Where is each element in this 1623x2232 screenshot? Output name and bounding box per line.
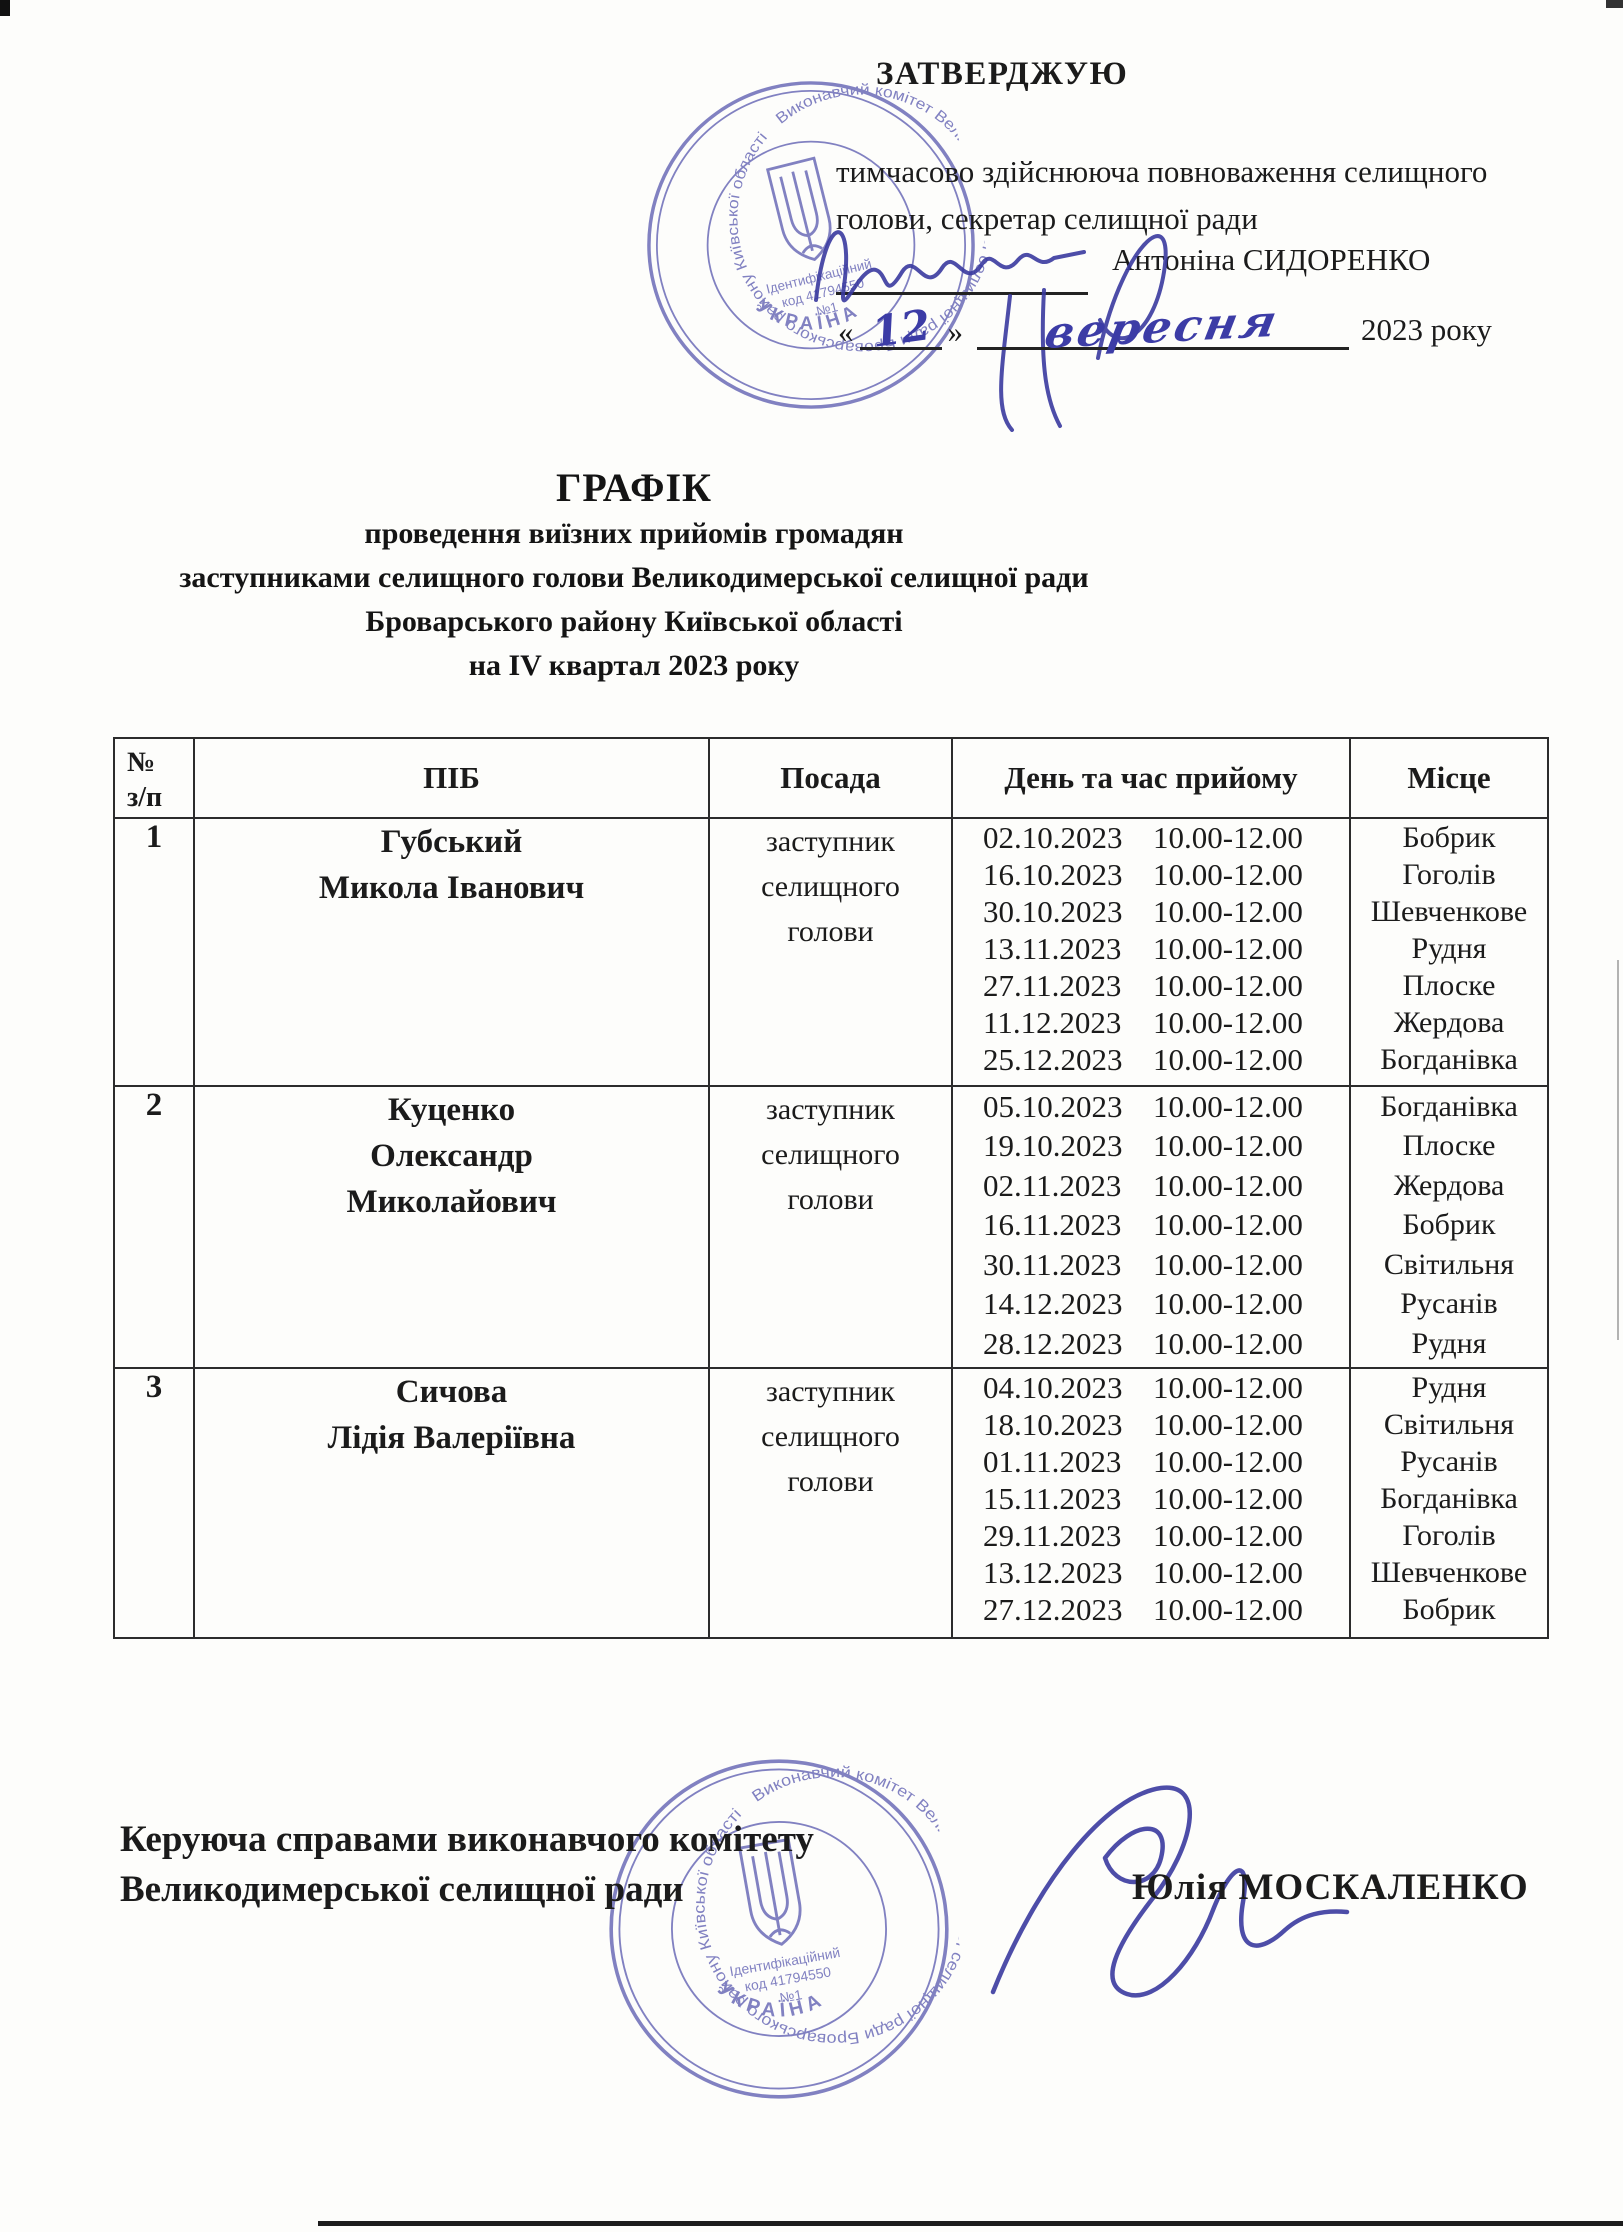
visit-date: 15.11.2023 bbox=[983, 1480, 1122, 1516]
deputy-name-line: Куценко bbox=[387, 1092, 516, 1128]
schedule-cell bbox=[952, 818, 1350, 1086]
visit-date: 16.10.2023 bbox=[983, 856, 1123, 892]
visit-date: 02.10.2023 bbox=[983, 819, 1123, 855]
approval-signer-name: Антоніна СИДОРЕНКО bbox=[1112, 242, 1431, 277]
visit-time: 10.00-12.00 bbox=[1153, 819, 1303, 855]
visit-time: 10.00-12.00 bbox=[1153, 1480, 1303, 1516]
position-line: заступник bbox=[766, 1093, 895, 1126]
visit-time: 10.00-12.00 bbox=[1153, 967, 1303, 1003]
title-line-3: заступниками селищного голови Великодимерської селищної ради bbox=[179, 561, 1089, 594]
schedule-entry bbox=[953, 1041, 1349, 1078]
visit-date: 27.12.2023 bbox=[983, 1591, 1123, 1627]
schedule-entry bbox=[953, 893, 1349, 930]
position-line: голови bbox=[787, 1465, 874, 1498]
title-line-2: проведення виїзних прийомів громадян bbox=[364, 517, 904, 550]
visit-time: 10.00-12.00 bbox=[1153, 930, 1303, 966]
position-line: селищного bbox=[761, 1420, 900, 1453]
schedule-entry bbox=[953, 1591, 1349, 1628]
place-line: Шевченкове bbox=[1370, 894, 1528, 928]
header-number-line2: з/п bbox=[127, 782, 163, 813]
handwritten-day: 12 bbox=[868, 300, 934, 357]
deputy-position-cell bbox=[709, 1368, 952, 1638]
place-line: Шевченкове bbox=[1370, 1555, 1528, 1589]
approval-year: 2023 року bbox=[1361, 312, 1492, 347]
place-line: Світильня bbox=[1383, 1247, 1515, 1281]
visit-time: 10.00-12.00 bbox=[1153, 1369, 1303, 1405]
places-cell bbox=[1350, 1086, 1548, 1368]
official-round-stamp-bottom bbox=[576, 1726, 981, 2131]
schedule-entry bbox=[953, 1480, 1349, 1517]
visit-time: 10.00-12.00 bbox=[1153, 1128, 1303, 1164]
place-line: Богданівка bbox=[1380, 1089, 1518, 1123]
deputy-name-line: Миколайович bbox=[346, 1184, 557, 1220]
schedule-entry bbox=[953, 1245, 1349, 1285]
deputy-position-cell bbox=[709, 1086, 952, 1368]
position-line: голови bbox=[787, 1183, 874, 1216]
visit-date: 29.11.2023 bbox=[983, 1517, 1122, 1553]
schedule-entry bbox=[953, 1324, 1349, 1364]
deputy-name-line: Сичова bbox=[395, 1374, 508, 1410]
place-line: Русанів bbox=[1400, 1287, 1498, 1321]
scan-artifact-right-edge bbox=[1617, 960, 1619, 1340]
schedule-cell bbox=[952, 1086, 1350, 1368]
schedule-entry bbox=[953, 1127, 1349, 1167]
footer-position-line1: Керуюча справами виконавчого комітету bbox=[120, 1819, 814, 1860]
visit-date: 25.12.2023 bbox=[983, 1041, 1123, 1077]
visit-time: 10.00-12.00 bbox=[1153, 1004, 1303, 1040]
visit-time: 10.00-12.00 bbox=[1153, 1207, 1303, 1243]
deputy-name-line: Губський bbox=[380, 824, 523, 860]
visit-time: 10.00-12.00 bbox=[1153, 1517, 1303, 1553]
visit-date: 18.10.2023 bbox=[983, 1406, 1123, 1442]
visit-date: 30.11.2023 bbox=[983, 1246, 1122, 1282]
approval-date-line bbox=[838, 295, 1492, 359]
document-title-block bbox=[0, 464, 1268, 688]
scan-artifact-top-left bbox=[0, 0, 10, 16]
scan-artifact-top-right bbox=[1606, 0, 1623, 8]
schedule-entry bbox=[953, 1087, 1349, 1127]
place-line: Плоске bbox=[1402, 1129, 1496, 1163]
approval-heading: ЗАТВЕРДЖУЮ bbox=[876, 56, 1129, 92]
schedule-entry bbox=[953, 856, 1349, 893]
place-line: Рудня bbox=[1411, 931, 1487, 965]
schedule-entry bbox=[953, 1285, 1349, 1325]
place-line: Богданівка bbox=[1380, 1481, 1518, 1515]
visit-time: 10.00-12.00 bbox=[1153, 1554, 1303, 1590]
stamp-graphic bbox=[585, 1729, 982, 2123]
day-underline-segment bbox=[860, 298, 942, 357]
row-number: 1 bbox=[114, 818, 194, 1086]
schedule-entry bbox=[953, 1206, 1349, 1246]
visit-date: 28.12.2023 bbox=[983, 1325, 1123, 1361]
visit-time: 10.00-12.00 bbox=[1153, 1246, 1303, 1282]
footer-position-line2: Великодимерської селищної ради bbox=[120, 1869, 684, 1910]
visit-time: 10.00-12.00 bbox=[1153, 1041, 1303, 1077]
visit-date: 14.12.2023 bbox=[983, 1286, 1123, 1322]
approval-position-line2: голови, секретар селищної ради bbox=[836, 201, 1258, 236]
deputy-name-cell bbox=[194, 818, 709, 1086]
place-line: Рудня bbox=[1411, 1370, 1487, 1404]
header-place: Місце bbox=[1350, 738, 1548, 818]
deputy-name-cell bbox=[194, 1368, 709, 1638]
visit-time: 10.00-12.00 bbox=[1153, 1406, 1303, 1442]
position-line: заступник bbox=[766, 1375, 895, 1408]
schedule-entry bbox=[953, 1443, 1349, 1480]
title-line-4: Броварського району Київської області bbox=[365, 605, 903, 638]
visit-date: 05.10.2023 bbox=[983, 1088, 1123, 1124]
schedule-entry bbox=[953, 1517, 1349, 1554]
deputy-name-line: Лідія Валеріївна bbox=[327, 1420, 576, 1456]
deputy-name-line: Микола Іванович bbox=[318, 870, 585, 906]
schedule-entry bbox=[953, 1166, 1349, 1206]
schedule-entry bbox=[953, 930, 1349, 967]
close-quote: » bbox=[947, 314, 963, 349]
visit-date: 04.10.2023 bbox=[983, 1369, 1123, 1405]
visit-time: 10.00-12.00 bbox=[1153, 1167, 1303, 1203]
deputy-name-line: Олександр bbox=[370, 1138, 533, 1174]
place-line: Богданівка bbox=[1380, 1042, 1518, 1076]
position-line: голови bbox=[787, 915, 874, 948]
scan-artifact-bottom-line bbox=[318, 2221, 1623, 2226]
visit-date: 11.12.2023 bbox=[983, 1004, 1122, 1040]
table-header-row bbox=[114, 738, 1548, 818]
row-number: 3 bbox=[114, 1368, 194, 1638]
month-underline-segment bbox=[977, 295, 1349, 359]
row-number: 2 bbox=[114, 1086, 194, 1368]
places-cell bbox=[1350, 818, 1548, 1086]
header-number-line1: № bbox=[127, 747, 156, 778]
schedule-entry bbox=[953, 819, 1349, 856]
position-line: селищного bbox=[761, 1138, 900, 1171]
visit-date: 19.10.2023 bbox=[983, 1128, 1123, 1164]
visit-time: 10.00-12.00 bbox=[1153, 1325, 1303, 1361]
table-row bbox=[114, 1368, 1548, 1638]
place-line: Русанів bbox=[1400, 1444, 1498, 1478]
schedule-entry bbox=[953, 967, 1349, 1004]
visit-time: 10.00-12.00 bbox=[1153, 1443, 1303, 1479]
header-number bbox=[114, 738, 194, 818]
visit-time: 10.00-12.00 bbox=[1153, 1286, 1303, 1322]
place-line: Гоголів bbox=[1402, 857, 1496, 891]
deputy-position-cell bbox=[709, 818, 952, 1086]
place-line: Рудня bbox=[1411, 1326, 1487, 1360]
place-line: Гоголів bbox=[1402, 1518, 1496, 1552]
deputy-name-cell bbox=[194, 1086, 709, 1368]
visit-time: 10.00-12.00 bbox=[1153, 893, 1303, 929]
position-line: селищного bbox=[761, 870, 900, 903]
schedule-cell bbox=[952, 1368, 1350, 1638]
header-schedule: День та час прийому bbox=[952, 738, 1350, 818]
table-row bbox=[114, 818, 1548, 1086]
visit-time: 10.00-12.00 bbox=[1153, 856, 1303, 892]
table-row bbox=[114, 1086, 1548, 1368]
visit-date: 16.11.2023 bbox=[983, 1207, 1122, 1243]
header-fio: ПІБ bbox=[194, 738, 709, 818]
document-title: ГРАФІК bbox=[555, 465, 713, 510]
footer-signer-name: Юлія МОСКАЛЕНКО bbox=[1132, 1867, 1529, 1908]
place-line: Бобрик bbox=[1402, 1208, 1496, 1242]
visit-date: 01.11.2023 bbox=[983, 1443, 1122, 1479]
place-line: Плоске bbox=[1402, 968, 1496, 1002]
visit-date: 30.10.2023 bbox=[983, 893, 1123, 929]
schedule-entry bbox=[953, 1004, 1349, 1041]
approval-position-line1: тимчасово здійснююча повноваження селищного bbox=[836, 154, 1488, 189]
schedule-entry bbox=[953, 1406, 1349, 1443]
place-line: Бобрик bbox=[1402, 1592, 1496, 1626]
schedule-table bbox=[113, 737, 1549, 1639]
visit-date: 02.11.2023 bbox=[983, 1167, 1122, 1203]
title-line-5: на IV квартал 2023 року bbox=[468, 649, 800, 682]
schedule-entry bbox=[953, 1554, 1349, 1591]
visit-date: 13.12.2023 bbox=[983, 1554, 1123, 1590]
open-quote: « bbox=[838, 314, 854, 349]
place-line: Жердова bbox=[1393, 1005, 1505, 1039]
handwritten-month: вересня bbox=[1040, 295, 1284, 359]
places-cell bbox=[1350, 1368, 1548, 1638]
schedule-entry bbox=[953, 1369, 1349, 1406]
place-line: Світильня bbox=[1383, 1407, 1515, 1441]
place-line: Жердова bbox=[1393, 1168, 1505, 1202]
visit-time: 10.00-12.00 bbox=[1153, 1088, 1303, 1124]
visit-time: 10.00-12.00 bbox=[1153, 1591, 1303, 1627]
visit-date: 13.11.2023 bbox=[983, 930, 1122, 966]
position-line: заступник bbox=[766, 825, 895, 858]
header-position: Посада bbox=[709, 738, 952, 818]
visit-date: 27.11.2023 bbox=[983, 967, 1122, 1003]
place-line: Бобрик bbox=[1402, 820, 1496, 854]
